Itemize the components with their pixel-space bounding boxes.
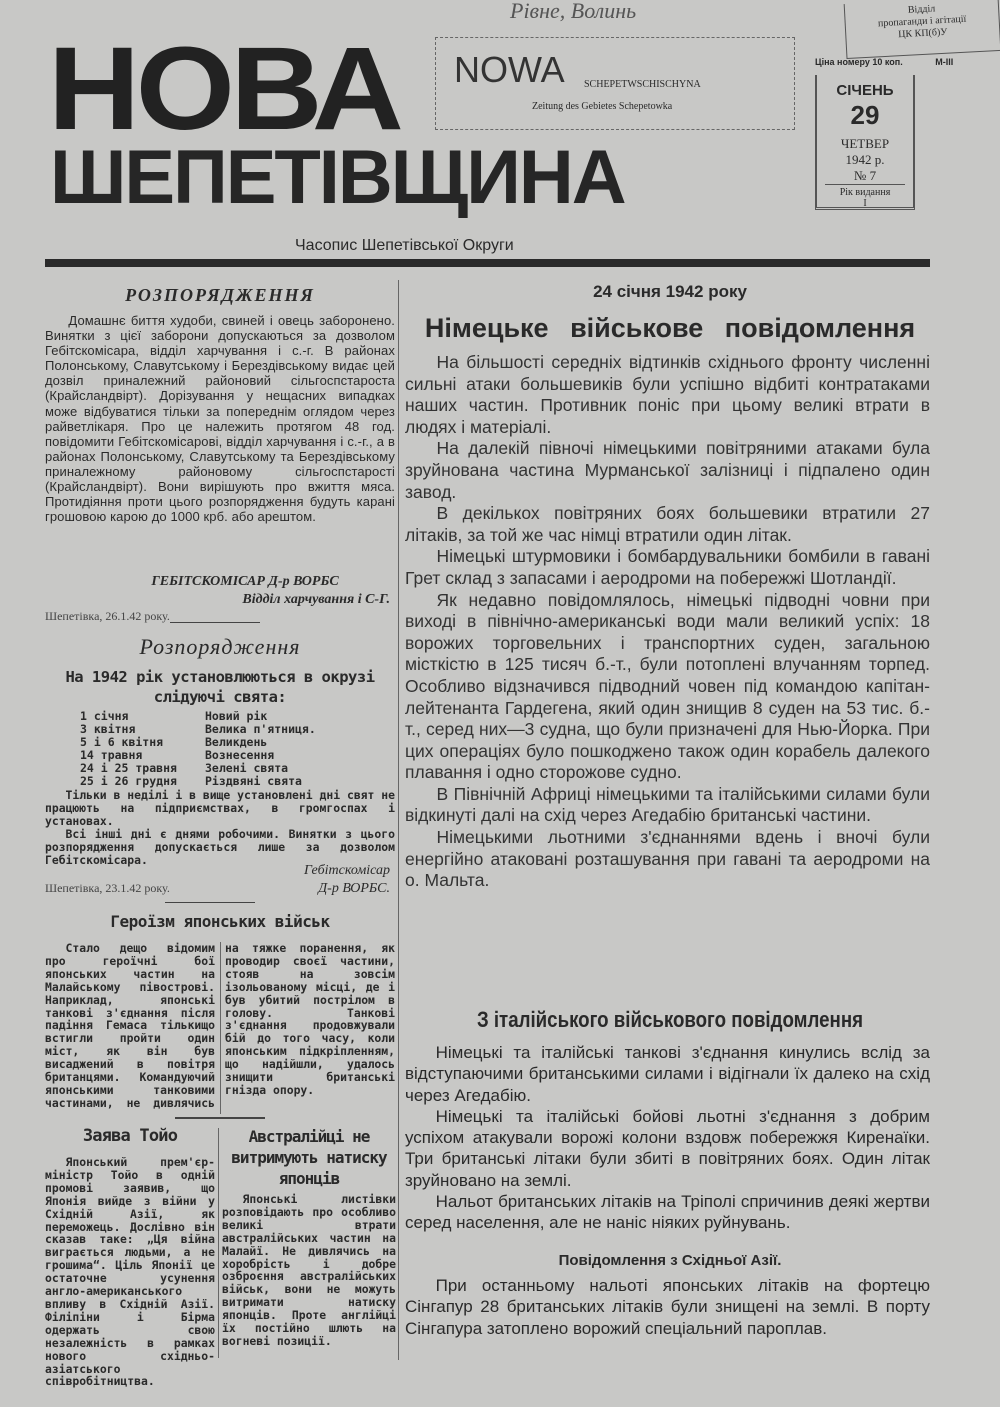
order2-signature-name: Д-р ВОРБС.: [318, 881, 390, 896]
holiday-name: Велика п'ятниця.: [205, 722, 316, 736]
report-paragraph: На більшості середніх відтинків східнього фронту численні сильні атаки большевиків були успішно відбиті контратаками наших частин. Противник поніс при цьому великі втрати в людях і матеріалі.: [405, 352, 930, 437]
holiday-name: Великдень: [205, 735, 268, 749]
order2-body: [45, 789, 395, 866]
holiday-row: [45, 775, 395, 788]
report-paragraph: Німецькі та італійські танкові з'єднання кинулись вслід за відступаючими британськими силами і відігнали їх далеко на схід через Агедабію.: [405, 1043, 930, 1105]
australia-body: [222, 1193, 396, 1348]
order2-title: Розпорядження: [139, 634, 301, 659]
order2-date: Шепетівка, 23.1.42 року.: [45, 881, 170, 895]
masthead-subtitle: Часопис Шепетівської Округи: [295, 237, 514, 254]
order1-text: Домашнє биття худоби, свиней і овець заборонено. Винятки з цієї заборони допускаються за дозволом Гебітскомісара, відділ харчування і с.-г. В районах Полонському, Славутському і Берездівському видає цей дозвіл приналежний районовий сільгоспстароста (Крайсландвірт). Дорізування у нещасних випадках може відбуватися тільки за попереднім оглядом через райветлікаря. Про це належить протягом 48 год. повідомити Гебітскомісарові, відділ харчування і с.-г., а в районах Полонському, Славутському та Берездівському приналежному районовому сільгоспстаpoсті (Крайсландвірт). Вони вирішують про вжиття мяса. Протидіяння проти цього розпорядження будуть карані грошовою карою до 1000 крб. або арештом.: [45, 313, 395, 525]
report-paragraph: Німецькі штурмовики і бомбардувальники бомбили в гавані Грет склад з запасами і аеродроми на побережжі Шотландії.: [405, 546, 930, 588]
holiday-name: Зелені свята: [205, 761, 289, 775]
sub-column-divider: [218, 1128, 219, 1358]
holiday-date: 24 і 25 травня: [80, 761, 177, 775]
section-rule: [175, 1117, 265, 1119]
order1-date: Шепетівка, 26.1.42 року.: [45, 609, 170, 623]
order1-body: [45, 313, 395, 524]
order1-title: РОЗПОРЯДЖЕННЯ: [125, 285, 315, 305]
order2-paragraph: Тільки в неділі і в вище установлені дні свят не працюють на підприємствах, в громгоспах і установах.: [45, 788, 395, 828]
masthead-title-line2: ШЕПЕТІВЩИНА: [50, 135, 625, 220]
holiday-name: Вознесення: [205, 748, 275, 762]
report-paragraph: Німецькі та італійські бойові льотні з'єднання з добрим успіхом атакували ворожі колони вздовж побережжя Киренаїки. Три британські літаки були збиті в повітряних боях. Один літак зруйновано на землі.: [405, 1106, 930, 1190]
issue-weekday: ЧЕТВЕР: [840, 136, 890, 151]
issue-day: 29: [850, 100, 880, 130]
heroism-body: [45, 942, 395, 1114]
issue-month: СІЧЕНЬ: [836, 82, 894, 99]
order2-paragraph: Всі інші дні є днями робочими. Винятки з цього розпорядження допускається лише за дозволом Гебітскомісара.: [45, 826, 395, 867]
issue-year: 1942 р.: [845, 152, 885, 167]
stamp-line: Відділ: [907, 3, 936, 16]
heroism-title: Героїзм японських військ: [110, 912, 330, 931]
report-paragraph: Нальот британських літаків на Тріполі спричинив деякі жертви серед населення, але не наніс ніяких руйнувань.: [405, 1192, 930, 1233]
order1-signature: ГЕБІТСКОМІСАР Д-р ВОРБС: [151, 574, 339, 589]
archive-stamp: [844, 0, 1000, 59]
masthead-title-line1: НОВА: [48, 23, 400, 155]
price-text: Ціна номеру 10 коп.: [815, 57, 903, 67]
masthead-rule: [45, 259, 930, 267]
holiday-date: 5 і 6 квітня: [80, 735, 164, 749]
report-paragraph: На далекій півночі німецькими повітряними атаками була зруйнована частина Мурманської залізниці і підпалено один завод.: [405, 438, 930, 502]
asia-report-title: Повідомлення з Східньої Азії.: [558, 1252, 782, 1269]
holiday-date: 3 квітня: [80, 722, 136, 736]
holiday-name: Новий рік: [205, 709, 268, 723]
holiday-date: 1 січня: [80, 709, 129, 723]
section-rule: [165, 902, 255, 903]
price: [815, 58, 953, 67]
stamp-code: М-ІІІ: [935, 57, 954, 67]
year-label: Рік видання: [839, 187, 891, 198]
order2-lead: На 1942 рік установлюються в окрузі слідуючі свята:: [65, 668, 375, 706]
german-zeitung: Zeitung des Gebietes Schepetowka: [532, 101, 673, 112]
holiday-date: 14 травня: [80, 748, 143, 762]
german-title: NOWA: [454, 49, 565, 90]
report-paragraph: В Північній Африці німецькими та італійськими силами були відкинуті далі на схід через Агедабію британські частини.: [405, 783, 930, 826]
german-subtitle: SCHEPETWSCHISCHYNA: [584, 79, 701, 90]
italian-report-body: [405, 1042, 930, 1234]
issue-date-box: [815, 75, 915, 210]
german-report-body: [405, 352, 930, 892]
order1-department: Відділ харчування і С-Г.: [242, 592, 390, 607]
tojo-text: Японський прем'єр-міністр Тойо в одній промові заявив, що Японія вийде з війни у Східній Азії, як переможець. Дослівно він сказав таке: „Ця війна виграється людьми, а не грошима“. Ціль Японії це остаточне усунення англо-американського впливу в Східній Азії. Філіпіни і Бірма одержать свою незалежність в рамках нового східньо-азіатського співробітництва.: [45, 1155, 215, 1389]
asia-report-body: [405, 1275, 930, 1339]
stamp-line: ЦК КП(б)У: [897, 26, 948, 41]
australia-title: Австралійці не витримують натиску японців: [231, 1127, 387, 1188]
report-paragraph: Як недавно повідомлялось, німецькі підводні човни при виході в північно-американські води мали великий успіх: 18 ворожих торговельних і транспортних суден, загальною місткістю в 125 тисяч б.-т., були потоплені влучанням торпед. Особливо відзначився підводний човен під командою капітан-лейтенанта Гардегена, який один знищив 8 суден на 53 тис. б.-т., серед них—3 судна, що були призначені для Нью-Йорка. При цих операціях було пошкоджено також один корабель далекого плавання і одно сторожове судно.: [405, 589, 930, 783]
stamp-line: пропаганди і агітації: [877, 13, 967, 30]
tojo-title: Заява Тойо: [82, 1126, 178, 1146]
australia-text: Японські листівки розповідають про особливо великі втрати австралійських частин на Малайї. Не дивлячись на хоробрість і добре озброєння австралійських військ, вони не можуть витримати натиску японців. Проте англійці їх постійно шлють на вогневі позиції.: [222, 1192, 396, 1348]
section-rule: [170, 622, 260, 623]
order2-signature-title: Гебітскомісар: [304, 863, 390, 878]
italian-report-title: З італійського військового повідомлення: [476, 1007, 864, 1032]
tojo-body: [45, 1156, 215, 1388]
german-title-box: [435, 37, 795, 130]
report-paragraph: В декількох повітряних боях большевики втратили 27 літаків, за той же час німці втратили один літак.: [405, 503, 930, 545]
asia-text: При останньому нальоті японських літаків на фортецю Сінгапур 28 британських літаків були знищені на землі. В порту Сінгапура затоплено ворожий спеціальний пароплав.: [405, 1276, 930, 1338]
heroism-text: Стало дещо відомим про героїчні бої японських частин на Малайському півострові. Наприклад, японські танкові з'єднання після падіння Гемаса тількищо встигли пройти один міст, як він був висаджений в повітря британцями. Командуючий японськими танковими частинами, не дивлячись на тяжке поранення, як проводир своєї частини, стояв на зовсім ізольованому місці, де і був убитий пострілом в голову. Танкові з'єднання продовжували бій до того часу, коли японським підкріпленням, що надійшли, удалось знищити британські гнізда опору.: [45, 941, 395, 1110]
year-number: I: [863, 198, 867, 209]
holiday-name: Різдвяні свята: [205, 774, 302, 788]
dateline: 24 січня 1942 року: [593, 282, 747, 301]
german-report-title: Німецьке військове повідомлення: [424, 313, 916, 343]
handwritten-note: Рівне, Волинь: [510, 0, 637, 23]
holiday-list: [45, 710, 395, 788]
report-paragraph: Німецькими льотними з'єднаннями вдень і вночі були енергійно атаковані розташування при гавані та аеродроми на о. Мальта.: [405, 827, 930, 891]
column-divider: [398, 280, 399, 1360]
issue-number: № 7: [825, 168, 905, 185]
holiday-date: 25 і 26 грудня: [80, 774, 177, 788]
